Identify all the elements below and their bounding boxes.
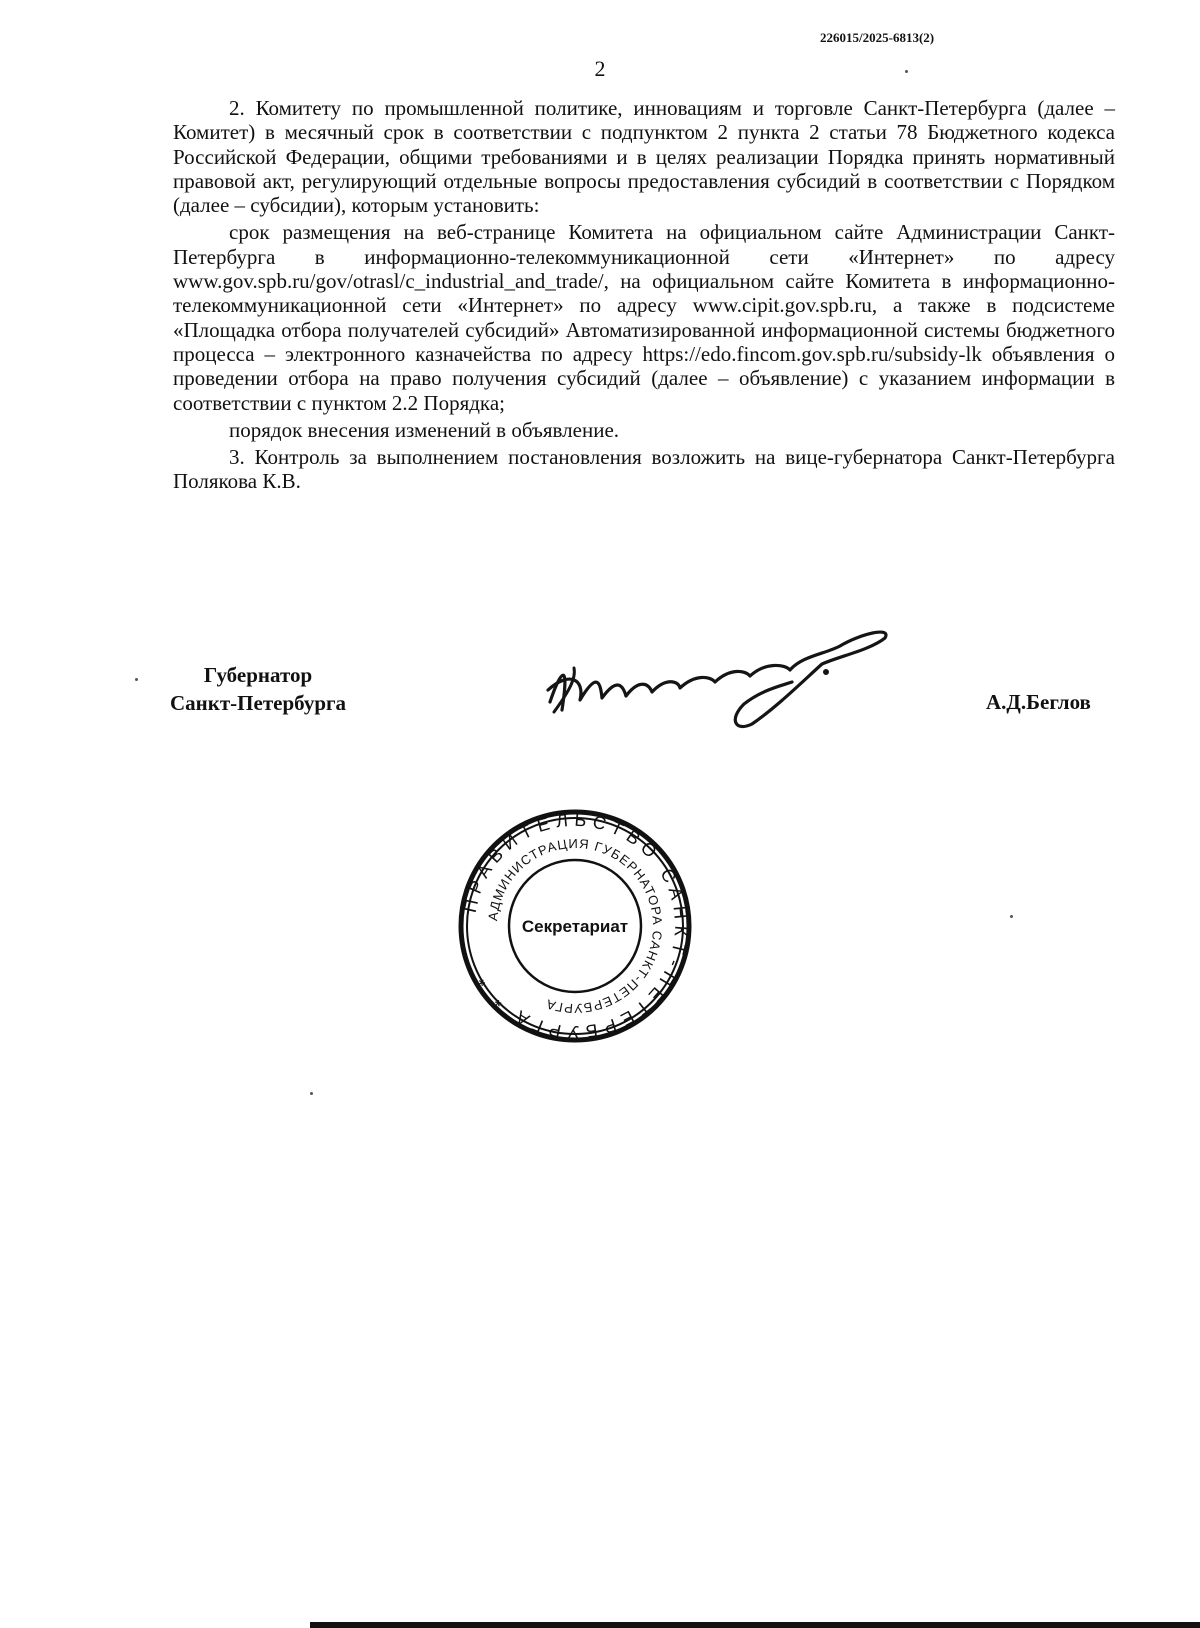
paragraph-3: 3. Контроль за выполнением постановления возложить на вице-губернатора Санкт-Петербурга Полякова К.В. <box>173 445 1115 494</box>
signatory-title-line1: Губернатор <box>203 663 313 687</box>
paragraph-amendment-order: порядок внесения изменений в объявление. <box>229 417 620 442</box>
svg-text:ПРАВИТЕЛЬСТВО САНКТ-ПЕТЕРБУРГА: ПРАВИТЕЛЬСТВО САНКТ-ПЕТЕРБУРГА * * <box>459 809 692 1043</box>
svg-text:АДМИНИСТРАЦИЯ ГУБЕРНАТОРА САНК: АДМИНИСТРАЦИЯ ГУБЕРНАТОРА САНКТ-ПЕТЕРБУРГА <box>485 835 666 1017</box>
signatory-title-line2: Санкт-Петербурга <box>170 691 347 715</box>
handwritten-signature <box>540 620 930 730</box>
scan-border-line <box>310 1622 1200 1628</box>
scan-speck <box>135 678 138 681</box>
signer-name: А.Д.Беглов <box>986 690 1091 714</box>
paragraph-2: 2. Комитету по промышленной политике, инновациям и торговле Санкт-Петербурга (далее – Комитет) в месячный срок в соответствии с подпунктом 2 пункта 2 статьи 78 Бюджетного кодекса Российской Федерации, общими требованиями и в целях реализации Порядка принять нормативный правовой акт, регулирующий отдельные вопросы предоставления субсидий в соответствии с Порядком (далее – субсидии), которым установить: <box>173 96 1115 218</box>
svg-text:Секретариат: Секретариат <box>521 917 629 936</box>
official-seal <box>457 808 693 1044</box>
document-body <box>173 96 1115 497</box>
paragraph-deadline: срок размещения на веб-странице Комитета на официальном сайте Администрации Санкт-Петербурга в информационно-телекоммуникационной сети «Интернет» по адресу www.gov.spb.ru/gov/otrasl/c_industrial_and_trade/, на официальном сайте Комитета в информационно-телекоммуникационной сети «Интернет» по адресу www.cipit.gov.spb.ru, а также в подсистеме «Площадка отбора получателей субсидий» Автоматизированной информационной системы бюджетного процесса – электронного казначейства по адресу https://edo.fincom.gov.spb.ru/subsidy-lk объявления о проведении отбора на право получения субсидий (далее – объявление) с указанием информации в соответствии с пунктом 2.2 Порядка; <box>173 220 1115 415</box>
page-number: 2 <box>594 56 606 81</box>
reference-number: 226015/2025-6813(2) <box>820 30 935 45</box>
signatory-title <box>170 661 346 717</box>
scan-speck <box>1010 915 1013 918</box>
scan-speck <box>905 70 908 73</box>
scan-speck <box>310 1092 313 1095</box>
